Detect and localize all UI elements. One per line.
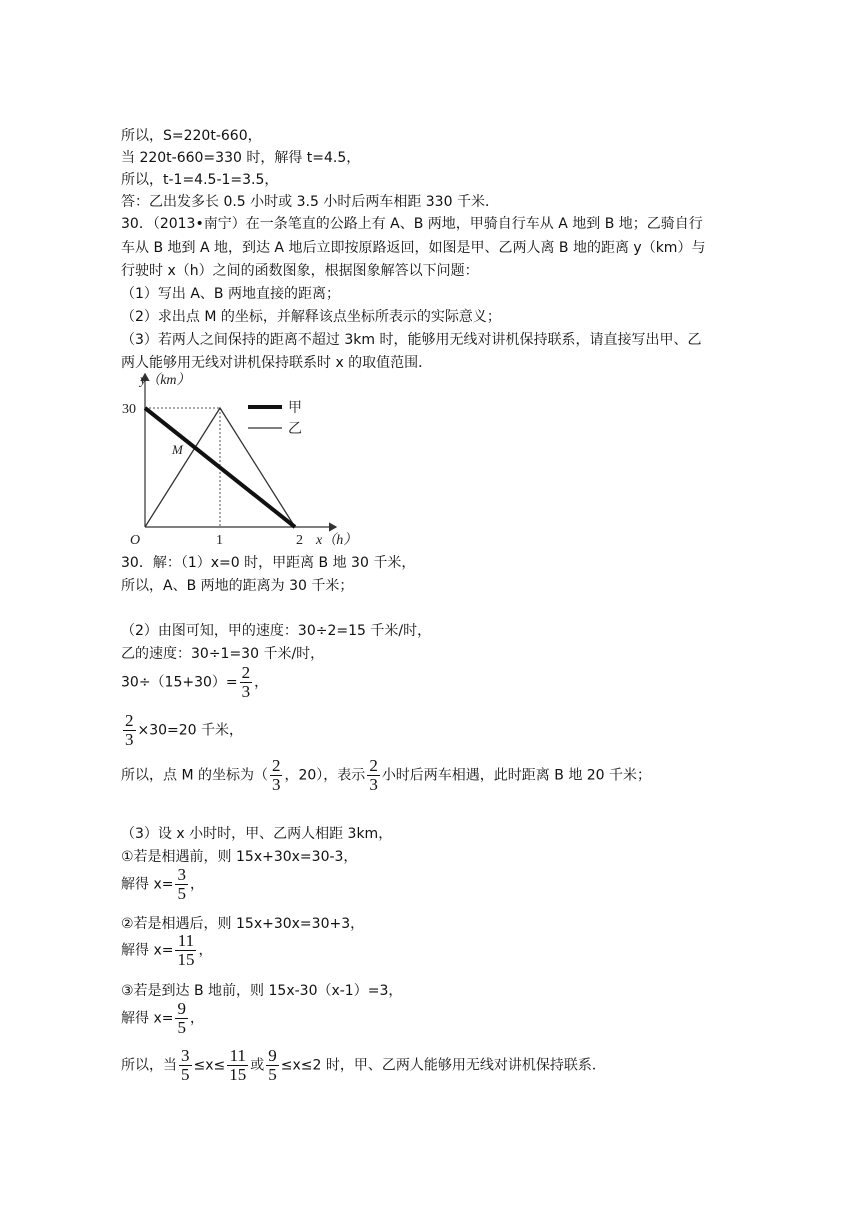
x-axis-label: x（h）	[316, 533, 358, 548]
origin-label: O	[130, 533, 141, 548]
fraction-3-5: $\frac{3}{5}$	[181, 1046, 190, 1084]
function-graph	[110, 368, 360, 553]
solution-6	[121, 712, 243, 749]
solution-11: ②若是相遇后，则 15x+30x=30+3，	[121, 916, 365, 932]
y-axis-label: y（km）	[140, 373, 191, 388]
point-m-label: M	[172, 442, 183, 457]
solution-8: （3）设 x 小时时，甲、乙两人相距 3km，	[121, 826, 393, 842]
solution-6-text: ×30=20 千米，	[137, 722, 244, 739]
fraction-11-15: $\frac{11}{15}$	[229, 1046, 247, 1084]
fraction-3-5: $\frac{3}{5}$	[177, 865, 186, 903]
question-2: （2）求出点 M 的坐标，并解释该点坐标所表示的实际意义；	[121, 309, 501, 325]
prev-line-3: 所以，t-1=4.5-1=3.5，	[121, 172, 279, 188]
solution-5: 30÷（15+30）= $\frac{2}{3}$ ，	[121, 663, 269, 701]
x-tick-2: 2	[296, 533, 303, 548]
prev-line-2: 当 220t-660=330 时，解得 t=4.5，	[121, 150, 361, 166]
solution-10: 解得 x= $\frac{3}{5}$ ，	[121, 865, 204, 903]
solution-4: 乙的速度：30÷1=30 千米/时，	[121, 646, 325, 662]
fraction-2-3: $\frac{2}{3}$	[369, 756, 378, 794]
solution-9: ①若是相遇前，则 15x+30x=30-3，	[121, 849, 358, 865]
fraction-11-15: $\frac{11}{15}$	[177, 931, 195, 969]
solution-3: （2）由图可知，甲的速度：30÷2=15 千米/时，	[121, 623, 432, 639]
solution-13: ③若是到达 B 地前，则 15x-30（x-1）=3，	[121, 983, 403, 999]
question-1: （1）写出 A、B 两地直接的距离；	[121, 286, 340, 302]
solution-5-text: 30÷（15+30）=	[121, 674, 238, 691]
solution-15: 所以，当 $\frac{3}{5}$ ≤x≤ $\frac{11}{15}$ 或 $\frac{9}{5}$ ≤x≤2 时，甲、乙两人能够用无线对讲机保持联系．	[121, 1046, 606, 1084]
problem-line-2: 车从 B 地到 A 地，到达 A 地后立即按原路返回，如图是甲、乙两人离 B 地的距离 y（km）与	[121, 240, 706, 256]
solution-2: 所以，A、B 两地的距离为 30 千米；	[121, 578, 354, 594]
fraction-2-3: $\frac{2}{3}$	[125, 711, 134, 749]
solution-12: 解得 x= $\frac{11}{15}$ ，	[121, 931, 213, 969]
prev-line-4: 答：乙出发多长 0.5 小时或 3.5 小时后两车相距 330 千米．	[121, 194, 499, 210]
question-3a: （3）若两人之间保持的距离不超过 3km 时，能够用无线对讲机保持联系，请直接写出甲、乙	[121, 332, 702, 348]
legend-yi-label: 乙	[288, 422, 302, 437]
fraction-2-3: $\frac{2}{3}$	[241, 663, 251, 701]
problem-line-3: 行驶时 x（h）之间的函数图象，根据图象解答以下问题：	[121, 263, 479, 279]
solution-1: 30．解：（1）x=0 时，甲距离 B 地 30 千米，	[121, 555, 416, 571]
x-tick-1: 1	[216, 533, 223, 548]
solution-14: 解得 x= $\frac{9}{5}$ ，	[121, 999, 204, 1037]
fraction-2-3: $\frac{2}{3}$	[271, 756, 281, 794]
prev-line-1: 所以，S=220t-660，	[121, 128, 262, 144]
y-tick-30: 30	[122, 402, 136, 417]
question-3b: 两人能够用无线对讲机保持联系时 x 的取值范围．	[121, 355, 433, 371]
fraction-9-5: $\frac{9}{5}$	[268, 1046, 277, 1084]
solution-7: 所以，点 M 的坐标为（ $\frac{2}{3}$ ，20），表示 $\frac{2}{3}$ 小时后两车相遇，此时距离 B 地 20 千米；	[121, 756, 652, 794]
problem-line-1: 30．（2013•南宁）在一条笔直的公路上有 A、B 两地，甲骑自行车从 A 地到 B 地；乙骑自行	[121, 216, 703, 232]
fraction-9-5: $\frac{9}{5}$	[177, 999, 186, 1037]
legend-jia-label: 甲	[288, 401, 302, 416]
